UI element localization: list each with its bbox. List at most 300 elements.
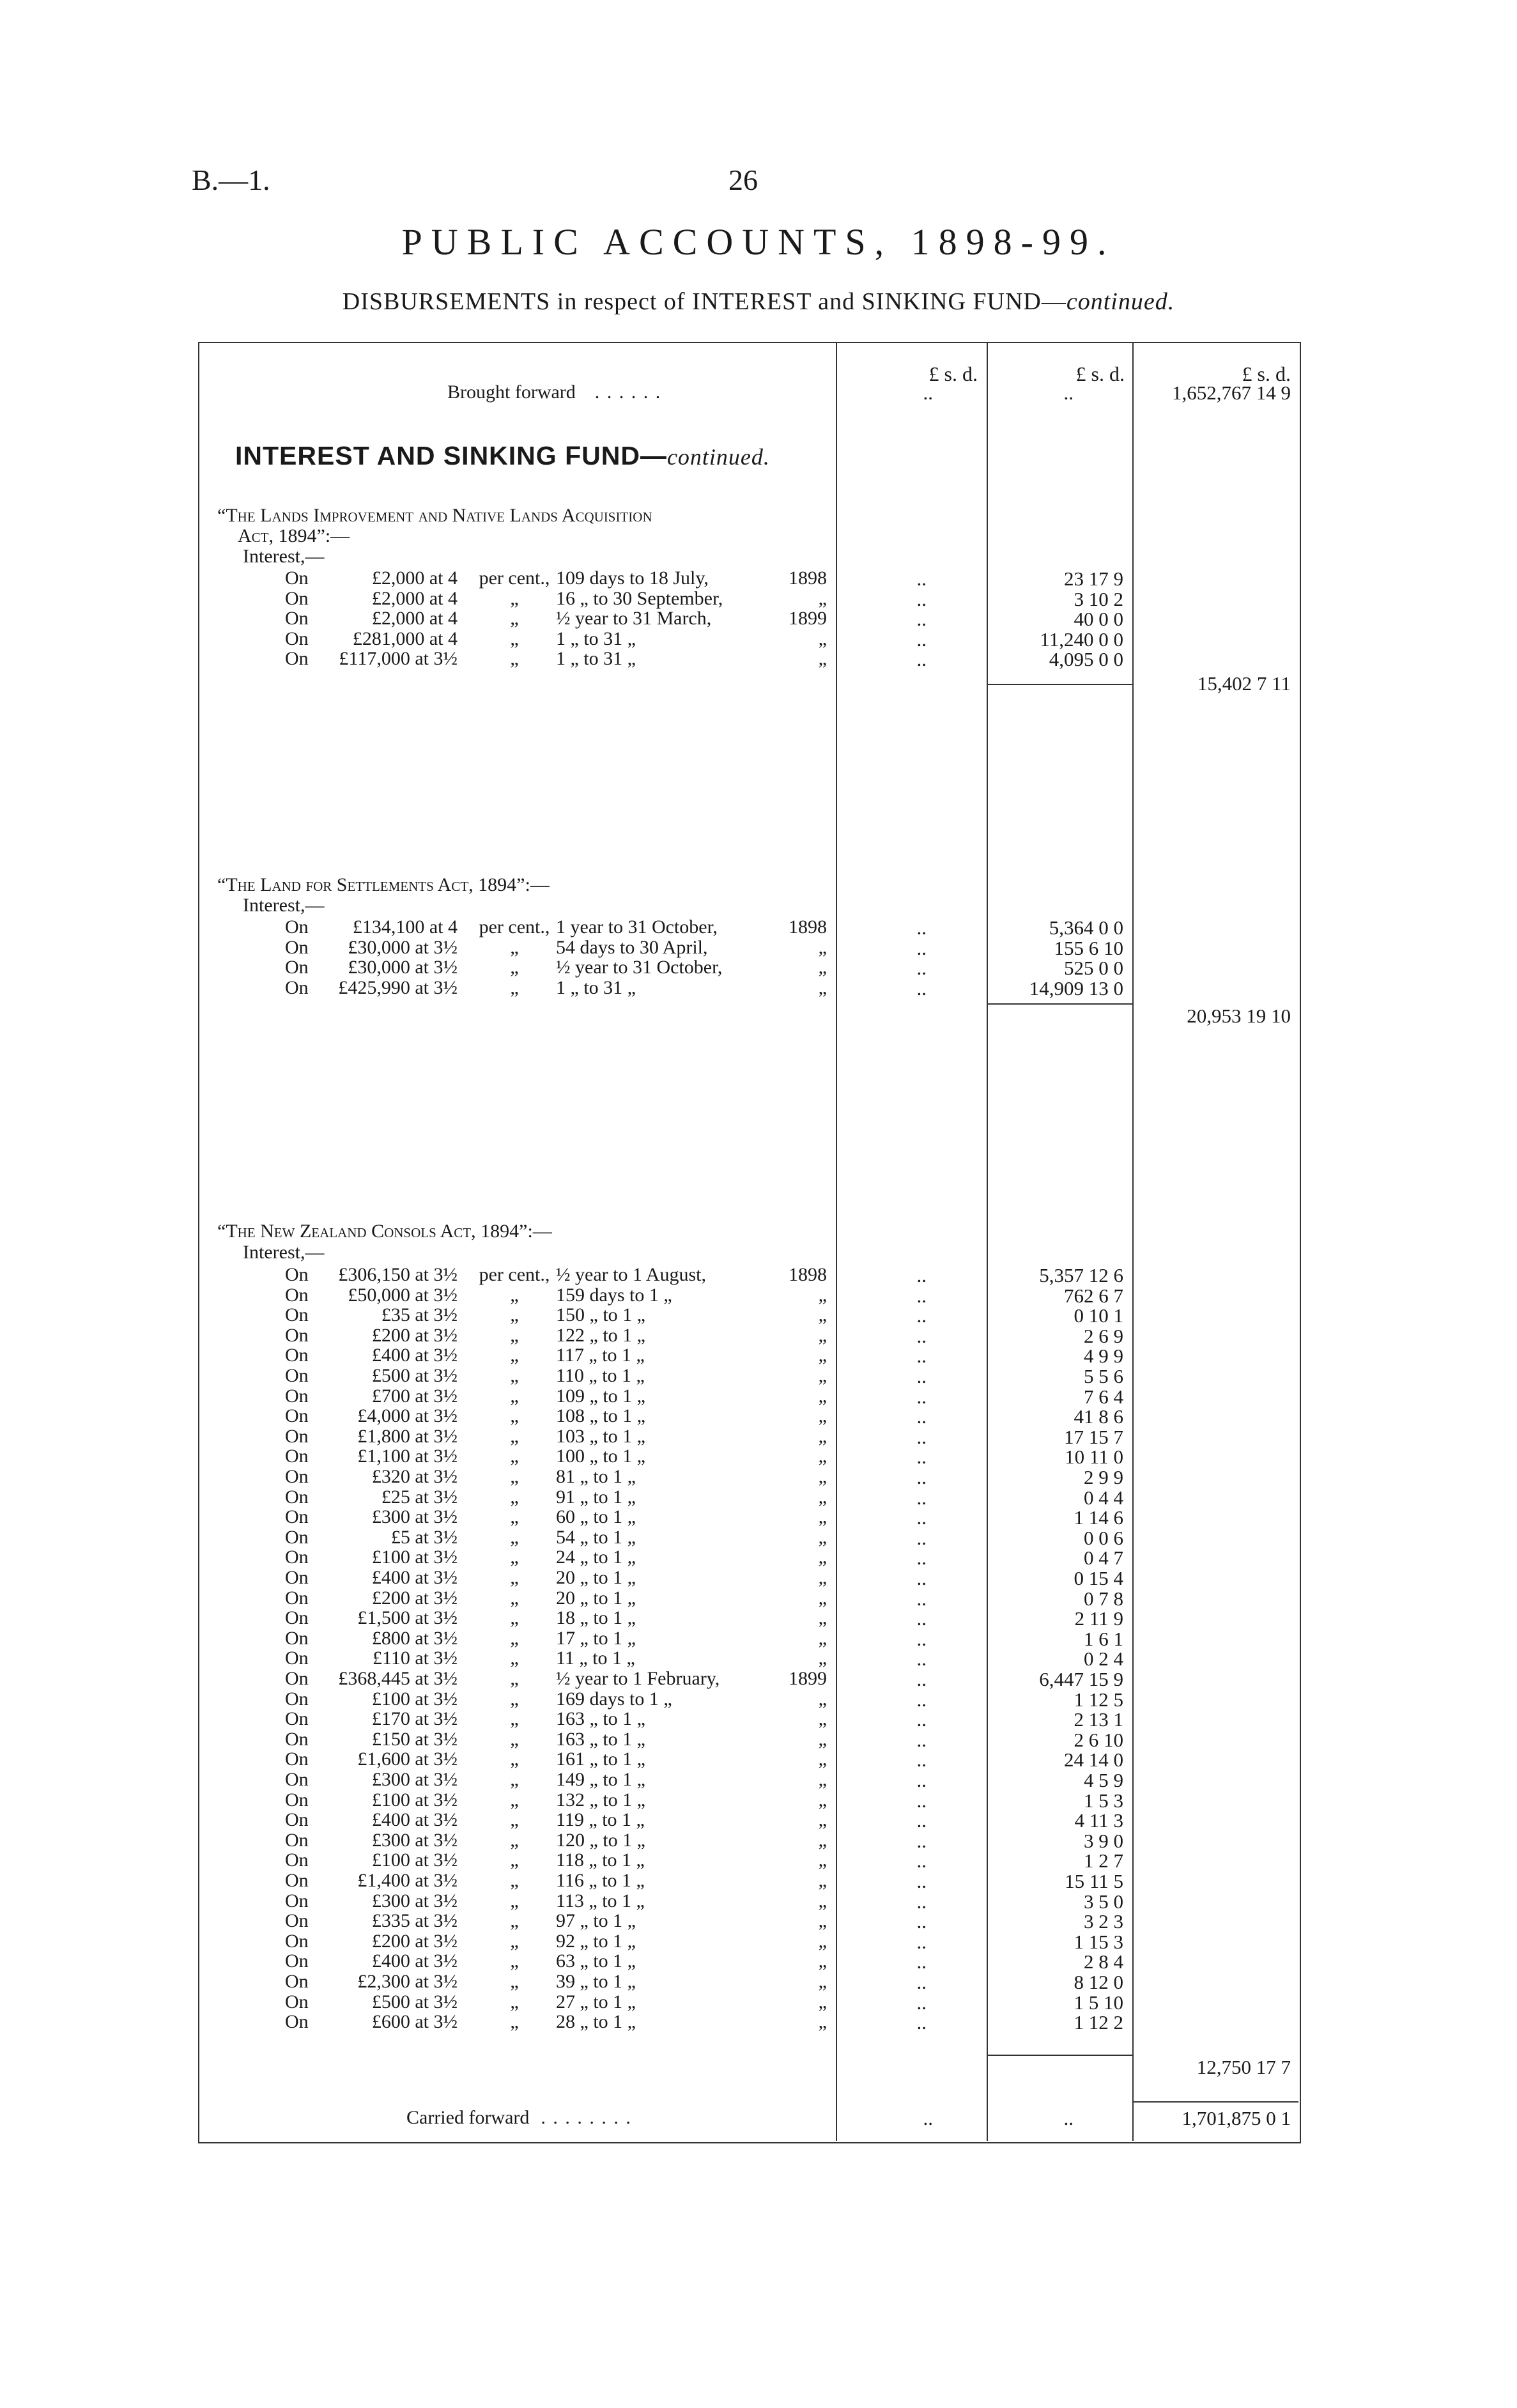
row-amount-value: 17 15 7 [1064,1426,1123,1448]
row-on: On [285,1991,309,2012]
row-amount-value: 1 15 3 [1074,1931,1123,1953]
row-amount: £2,300 at 3½ [357,1971,458,1992]
row-year: „ [818,1648,827,1669]
row-period: 119 „ to 1 „ [556,1809,645,1830]
row-year: „ [818,1870,827,1891]
row-amount: £300 at 3½ [371,1506,458,1527]
row-year: „ [818,977,827,998]
row-col1: .. [916,1991,927,2014]
page-subtitle [0,288,1517,316]
row-period: 17 „ to 1 „ [556,1628,636,1649]
row-amount: £35 at 3½ [381,1304,458,1325]
row-year: „ [818,1567,827,1588]
row-period: 97 „ to 1 „ [556,1910,636,1931]
page-number: 26 [728,164,758,196]
leader-dots: . . . . . . [594,382,662,403]
row-period: 108 „ to 1 „ [556,1405,645,1426]
row-amount-value: 0 2 4 [1084,1648,1123,1670]
row-col1: .. [916,1365,927,1387]
row-year: „ [818,1527,827,1548]
section-heading [235,441,770,471]
row-year: „ [818,1849,827,1871]
row-amount-value: 0 0 6 [1084,1527,1123,1549]
row-rate: „ [510,1991,519,2012]
row-period: 109 days to 18 July, [556,567,709,589]
row-col1: .. [916,1648,927,1670]
row-col1: .. [916,1870,927,1892]
page-title: PUBLIC ACCOUNTS, 1898-99. [401,221,1116,263]
row-on: On [285,957,309,978]
row-on: On [285,567,309,589]
row-amount-value: 8 12 0 [1074,1971,1123,1993]
row-rate: „ [510,977,519,998]
row-period: 16 „ to 30 September, [556,588,723,609]
row-amount-value: 525 0 0 [1064,957,1123,979]
row-amount-value: 2 6 10 [1074,1729,1123,1751]
row-period: 109 „ to 1 „ [556,1385,645,1407]
row-year: „ [818,1910,827,1931]
row-col1: .. [916,1264,927,1286]
row-on: On [285,1345,309,1366]
row-rate: „ [510,1971,519,1992]
row-period: 1 „ to 31 „ [556,648,636,669]
act-title: “The Lands Improvement and Native Lands Acquisition [217,505,652,526]
row-col1: .. [916,2011,927,2034]
row-rate: „ [510,1729,519,1750]
row-year: „ [818,1405,827,1426]
row-period: 11 „ to 1 „ [556,1648,635,1669]
row-year: „ [818,1729,827,1750]
row-period: 118 „ to 1 „ [556,1849,645,1871]
row-rate: „ [510,1304,519,1325]
row-year: 1899 [789,1668,827,1689]
row-period: 103 „ to 1 „ [556,1426,645,1447]
row-amount-value: 2 9 9 [1084,1466,1123,1488]
row-year: „ [818,1466,827,1487]
row-col1: .. [916,1890,927,1913]
row-year: „ [818,1950,827,1972]
row-amount: £2,000 at 4 [371,608,458,629]
row-year: „ [818,1931,827,1952]
row-amount-value: 3 10 2 [1074,588,1123,610]
row-amount: £2,000 at 4 [371,588,458,609]
row-on: On [285,1587,309,1609]
row-amount: £50,000 at 3½ [348,1285,458,1306]
row-year: „ [818,628,827,649]
row-on: On [285,1648,309,1669]
row-amount-value: 6,447 15 9 [1039,1668,1123,1690]
column-rule-1 [836,342,837,2141]
subtotal-rule [987,684,1132,685]
row-amount-value: 5,364 0 0 [1049,916,1123,939]
row-amount-value: 4 11 3 [1074,1809,1123,1832]
row-year: „ [818,648,827,669]
row-year: 1899 [789,608,827,629]
row-col1: .. [916,1304,927,1327]
brought-forward-label [447,382,661,403]
row-year: „ [818,937,827,958]
row-amount-value: 0 10 1 [1074,1304,1123,1327]
row-rate: „ [510,1506,519,1527]
row-period: 122 „ to 1 „ [556,1325,645,1346]
row-on: On [285,1567,309,1588]
row-on: On [285,1769,309,1790]
row-amount: £200 at 3½ [371,1587,458,1609]
row-amount-value: 2 13 1 [1074,1708,1123,1731]
row-amount: £150 at 3½ [371,1729,458,1750]
row-year: „ [818,1446,827,1467]
row-col1: .. [916,628,927,651]
row-amount: £200 at 3½ [371,1325,458,1346]
row-on: On [285,1931,309,1952]
row-on: On [285,1607,309,1628]
interest-label: Interest,— [243,895,325,916]
row-period: 91 „ to 1 „ [556,1486,636,1508]
row-amount-value: 14,909 13 0 [1029,977,1123,999]
section-heading-continued: continued. [666,444,770,470]
row-year: „ [818,1789,827,1810]
row-period: ½ year to 31 October, [556,957,723,978]
row-amount-value: 4,095 0 0 [1049,648,1123,670]
row-amount-value: 5 5 6 [1084,1365,1123,1387]
column-header-2: £ s. d. [1075,362,1125,385]
row-period: 63 „ to 1 „ [556,1950,636,1972]
row-period: 54 „ to 1 „ [556,1527,636,1548]
row-period: 150 „ to 1 „ [556,1304,645,1325]
row-rate: „ [510,1708,519,1729]
row-on: On [285,1688,309,1710]
row-amount: £500 at 3½ [371,1991,458,2012]
row-rate: „ [510,648,519,669]
row-rate: „ [510,588,519,609]
row-amount: £400 at 3½ [371,1950,458,1972]
row-rate: „ [510,1345,519,1366]
row-col1: .. [916,1426,927,1448]
row-rate: „ [510,1688,519,1710]
row-on: On [285,648,309,669]
row-year: „ [818,2011,827,2032]
row-amount: £281,000 at 4 [352,628,458,649]
row-amount-value: 2 6 9 [1084,1325,1123,1347]
row-rate: „ [510,1668,519,1689]
row-amount: £500 at 3½ [371,1365,458,1386]
row-rate: „ [510,1405,519,1426]
row-period: 20 „ to 1 „ [556,1587,636,1609]
row-col1: .. [916,1466,927,1488]
row-col1: .. [916,1688,927,1711]
row-amount-value: 2 8 4 [1084,1950,1123,1973]
row-period: 132 „ to 1 „ [556,1789,645,1810]
row-period: 117 „ to 1 „ [556,1345,645,1366]
row-year: „ [818,1708,827,1729]
row-col1: .. [916,608,927,630]
row-rate: „ [510,1587,519,1609]
row-amount: £400 at 3½ [371,1567,458,1588]
row-col1: .. [916,588,927,610]
act-title: “The New Zealand Consols Act, 1894”:— [217,1221,552,1242]
row-period: 163 „ to 1 „ [556,1708,645,1729]
row-col1: .. [916,1325,927,1347]
row-rate: „ [510,1527,519,1548]
row-rate: per cent., [479,567,550,589]
row-on: On [285,1870,309,1891]
row-col1: .. [916,1285,927,1307]
row-amount-value: 5,357 12 6 [1039,1264,1123,1286]
row-period: 120 „ to 1 „ [556,1830,645,1851]
row-amount: £400 at 3½ [371,1345,458,1366]
row-rate: „ [510,1789,519,1810]
row-rate: „ [510,1607,519,1628]
row-year: „ [818,1385,827,1407]
row-col1: .. [916,1668,927,1690]
row-on: On [285,628,309,649]
row-period: ½ year to 1 February, [556,1668,720,1689]
row-amount: £100 at 3½ [371,1688,458,1710]
row-period: 20 „ to 1 „ [556,1567,636,1588]
brought-forward-col1: .. [923,382,933,404]
row-col1: .. [916,1547,927,1569]
row-amount: £335 at 3½ [371,1910,458,1931]
row-rate: per cent., [479,916,550,938]
row-amount-value: 24 14 0 [1064,1748,1123,1771]
row-amount: £25 at 3½ [381,1486,458,1508]
row-period: 169 days to 1 „ [556,1688,672,1710]
row-year: „ [818,1325,827,1346]
row-amount-value: 40 0 0 [1074,608,1123,630]
row-amount: £320 at 3½ [371,1466,458,1487]
brought-forward-total: 1,652,767 14 9 [1172,382,1291,404]
carried-forward-total: 1,701,875 0 1 [1182,2107,1291,2129]
row-col1: .. [916,1849,927,1872]
row-amount: £700 at 3½ [371,1385,458,1407]
row-amount: £1,500 at 3½ [357,1607,458,1628]
row-amount-value: 4 9 9 [1084,1345,1123,1367]
row-col1: .. [916,1931,927,1953]
row-on: On [285,1304,309,1325]
section-total: 20,953 19 10 [1187,1005,1291,1027]
row-rate: per cent., [479,1264,550,1285]
row-rate: „ [510,1950,519,1972]
row-period: 110 „ to 1 „ [556,1365,645,1386]
row-period: 1 year to 31 October, [556,916,718,938]
row-amount: £1,600 at 3½ [357,1748,458,1770]
row-col1: .. [916,1729,927,1751]
act-title: “The Land for Settlements Act, 1894”:— [217,874,550,895]
row-amount: £425,990 at 3½ [338,977,458,998]
row-year: 1898 [789,567,827,589]
row-year: „ [818,1607,827,1628]
carried-forward-rule [1132,2101,1298,2103]
row-year: „ [818,1890,827,1911]
row-year: „ [818,1587,827,1609]
row-amount-value: 1 14 6 [1074,1506,1123,1529]
row-col1: .. [916,1628,927,1650]
row-rate: „ [510,1870,519,1891]
row-on: On [285,588,309,609]
row-on: On [285,1466,309,1487]
row-year: 1898 [789,1264,827,1285]
row-period: 18 „ to 1 „ [556,1607,636,1628]
row-on: On [285,1789,309,1810]
row-col1: .. [916,1527,927,1549]
row-rate: „ [510,957,519,978]
column-header-3: £ s. d. [1242,362,1291,385]
section-total: 12,750 17 7 [1196,2056,1291,2078]
row-period: 81 „ to 1 „ [556,1466,636,1487]
row-rate: „ [510,1648,519,1669]
carried-forward-col1: .. [923,2107,933,2129]
row-period: 92 „ to 1 „ [556,1931,636,1952]
row-col1: .. [916,1789,927,1812]
row-year: „ [818,1809,827,1830]
row-on: On [285,1708,309,1729]
row-year: „ [818,1486,827,1508]
row-amount: £800 at 3½ [371,1628,458,1649]
row-rate: „ [510,1931,519,1952]
row-rate: „ [510,1385,519,1407]
row-col1: .. [916,1587,927,1610]
row-amount-value: 1 5 3 [1084,1789,1123,1812]
row-amount: £30,000 at 3½ [348,957,458,978]
row-rate: „ [510,1426,519,1447]
row-col1: .. [916,1607,927,1630]
row-amount-value: 155 6 10 [1054,937,1123,959]
brought-forward-col2: .. [1063,382,1074,404]
row-col1: .. [916,1748,927,1771]
row-col1: .. [916,1405,927,1428]
row-rate: „ [510,1830,519,1851]
row-rate: „ [510,1849,519,1871]
row-amount: £100 at 3½ [371,1849,458,1871]
row-amount-value: 1 12 5 [1074,1688,1123,1711]
row-col1: .. [916,1950,927,1973]
row-on: On [285,916,309,938]
row-on: On [285,1426,309,1447]
row-period: 116 „ to 1 „ [556,1870,645,1891]
row-amount-value: 3 2 3 [1084,1910,1123,1933]
row-rate: „ [510,1628,519,1649]
row-year: „ [818,957,827,978]
row-on: On [285,1668,309,1689]
row-rate: „ [510,1325,519,1346]
subtitle-main: DISBURSEMENTS in respect of INTEREST and SINKING FUND— [342,288,1067,315]
row-col1: .. [916,1345,927,1367]
interest-label: Interest,— [243,546,325,567]
row-rate: „ [510,1486,519,1508]
subtotal-rule [987,1003,1132,1005]
row-rate: „ [510,1446,519,1467]
interest-label: Interest,— [243,1242,325,1263]
row-on: On [285,1971,309,1992]
row-rate: „ [510,1809,519,1830]
row-period: 149 „ to 1 „ [556,1769,645,1790]
row-year: 1898 [789,916,827,938]
row-year: „ [818,1365,827,1386]
row-on: On [285,1446,309,1467]
row-amount: £4,000 at 3½ [357,1405,458,1426]
section-heading-main: INTEREST AND SINKING FUND— [235,441,667,470]
row-on: On [285,1506,309,1527]
row-on: On [285,1748,309,1770]
row-amount-value: 0 15 4 [1074,1567,1123,1589]
row-rate: „ [510,1567,519,1588]
brought-forward-text: Brought forward [447,382,576,403]
row-col1: .. [916,1971,927,1993]
row-amount-value: 0 4 7 [1084,1547,1123,1569]
row-amount-value: 1 12 2 [1074,2011,1123,2034]
row-period: 60 „ to 1 „ [556,1506,636,1527]
carried-forward-text: Carried forward [406,2107,530,2128]
row-amount: £200 at 3½ [371,1931,458,1952]
row-amount-value: 10 11 0 [1065,1446,1123,1468]
row-rate: „ [510,1769,519,1790]
row-on: On [285,1809,309,1830]
row-amount-value: 15 11 5 [1065,1870,1123,1892]
row-year: „ [818,1769,827,1790]
carried-forward-col2: .. [1063,2107,1074,2129]
row-amount-value: 762 6 7 [1064,1285,1123,1307]
row-amount: £600 at 3½ [371,2011,458,2032]
row-amount-value: 41 8 6 [1074,1405,1123,1428]
row-col1: .. [916,937,927,959]
row-rate: „ [510,1365,519,1386]
row-amount: £306,150 at 3½ [338,1264,458,1285]
subtotal-rule [987,2055,1132,2056]
row-on: On [285,1385,309,1407]
row-col1: .. [916,1809,927,1832]
row-on: On [285,1910,309,1931]
row-on: On [285,977,309,998]
row-on: On [285,937,309,958]
row-amount-value: 1 6 1 [1084,1628,1123,1650]
row-period: 1 „ to 31 „ [556,977,636,998]
row-rate: „ [510,628,519,649]
row-on: On [285,1285,309,1306]
row-on: On [285,1729,309,1750]
row-col1: .. [916,1830,927,1852]
row-rate: „ [510,2011,519,2032]
row-on: On [285,1849,309,1871]
row-period: ½ year to 31 March, [556,608,712,629]
row-amount: £400 at 3½ [371,1809,458,1830]
row-on: On [285,2011,309,2032]
row-period: 1 „ to 31 „ [556,628,636,649]
column-rule-3 [1132,342,1134,2141]
row-period: ½ year to 1 August, [556,1264,706,1285]
column-header-1: £ s. d. [928,362,978,385]
row-rate: „ [510,937,519,958]
row-col1: .. [916,1567,927,1589]
row-amount: £100 at 3½ [371,1547,458,1568]
row-on: On [285,1405,309,1426]
row-amount: £110 at 3½ [372,1648,458,1669]
row-on: On [285,1264,309,1285]
row-col1: .. [916,1708,927,1731]
column-rule-2 [987,342,988,2141]
subtitle-continued: continued. [1066,288,1175,315]
row-rate: „ [510,1910,519,1931]
row-rate: „ [510,1466,519,1487]
row-period: 54 days to 30 April, [556,937,708,958]
row-amount-value: 1 5 10 [1074,1991,1123,2014]
row-rate: „ [510,608,519,629]
row-year: „ [818,1547,827,1568]
row-amount-value: 7 6 4 [1084,1385,1123,1408]
row-col1: .. [916,1446,927,1468]
row-year: „ [818,1748,827,1770]
row-amount: £134,100 at 4 [352,916,458,938]
row-amount: £368,445 at 3½ [338,1668,458,1689]
